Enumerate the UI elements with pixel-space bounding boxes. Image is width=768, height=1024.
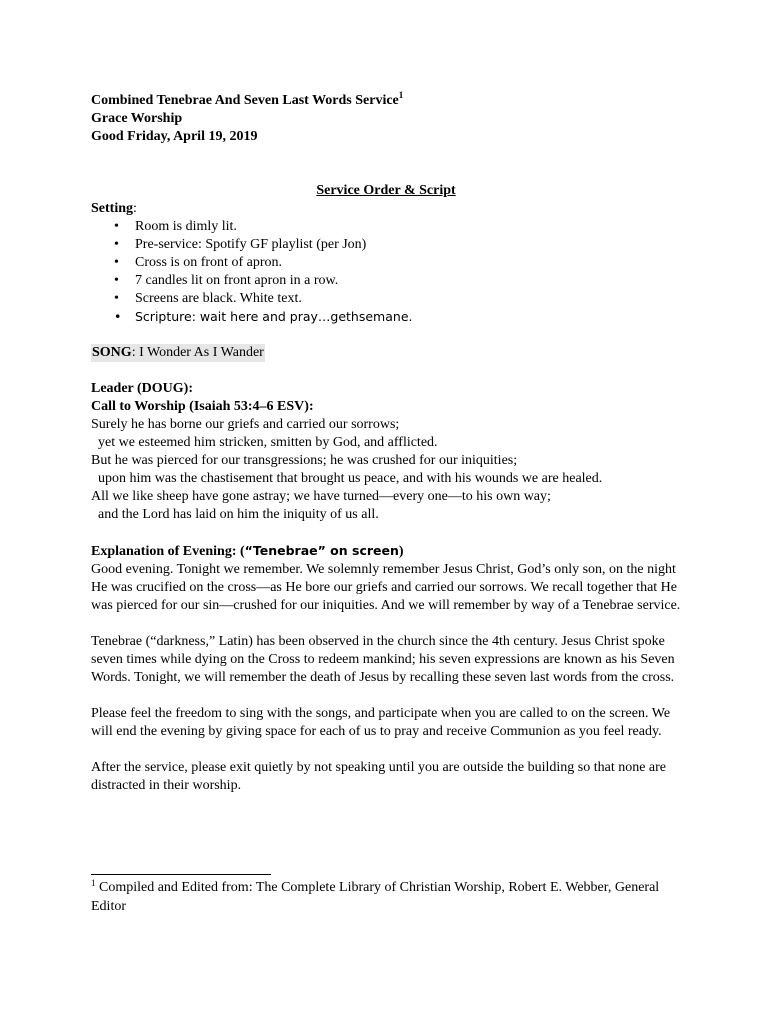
scripture-line: But he was pierced for our transgressions; he was crushed for our iniquities; [91,453,518,468]
paragraph: After the service, please exit quietly by not speaking until you are outside the building so that none are distracted in their worship. [91,760,667,793]
paragraph: Good evening. Tonight we remember. We solemnly remember Jesus Christ, God’s only son, on the night He was crucified on the cross—as He bore our griefs and carried our sorrows. We recall together that He was pierced for our sin—crushed for our iniquities. And we will remember by way of a Tenebrae service. [91,562,681,613]
explanation-heading-start: Explanation of Evening: ( [91,544,245,559]
leader-label: Leader (DOUG): [91,381,193,396]
paragraph: Tenebrae (“darkness,” Latin) has been observed in the church since the 4th century. Jesus Christ spoke seven times while dying on the Cross to redeem mankind; his seven expressions are known as his Seven Words. Tonight, we will remember the death of Jesus by recalling these seven last words from the cross. [91,634,675,685]
service-date: Good Friday, April 19, 2019 [91,129,258,144]
list-item: • Cross is on front of apron. [111,254,681,272]
document-body [91,92,681,795]
service-title-text: Combined Tenebrae And Seven Last Words Service [91,93,399,108]
list-item: • Pre-service: Spotify GF playlist (per Jon) [111,236,681,254]
setting-colon: : [133,201,137,216]
scripture-line: All we like sheep have gone astray; we have turned—every one—to his own way; [91,489,551,504]
paragraph: Please feel the freedom to sing with the songs, and participate when you are called to on the screen. We will end the evening by giving space for each of us to pray and receive Communion as you feel ready. [91,706,671,739]
song-line [91,344,265,362]
call-to-worship-heading: Call to Worship (Isaiah 53:4–6 ESV): [91,399,314,414]
list-item: • Room is dimly lit. [111,218,681,236]
section-title: Service Order & Script [316,183,456,198]
list-item: • Scripture: wait here and pray…gethsemane. [111,308,681,326]
explanation-heading-end: ) [398,544,404,559]
scripture-line: upon him was the chastisement that brought us peace, and with his wounds we are healed. [98,471,603,486]
explanation-heading-quote: “Tenebrae” on screen [244,543,399,558]
setting-label: Setting [91,201,133,216]
explanation-heading [91,542,681,561]
list-item: • 7 candles lit on front apron in a row. [111,272,681,290]
list-item: • Screens are black. White text. [111,290,681,308]
footnote-divider [91,874,271,875]
footnote [91,878,691,916]
service-title [91,92,681,110]
scripture-line: Surely he has borne our griefs and carried our sorrows; [91,417,400,432]
scripture-line: yet we esteemed him stricken, smitten by God, and afflicted. [98,435,438,450]
church-name: Grace Worship [91,111,183,126]
footnote-reference: 1 [398,90,404,100]
footnote-text: Compiled and Edited from: The Complete Library of Christian Worship, Robert E. Webber, General Editor [91,880,660,914]
footnote-number: 1 [91,878,96,888]
setting-heading [91,200,681,218]
setting-list [91,218,681,326]
song-title: : I Wonder As I Wander [131,345,264,360]
scripture-line: and the Lord has laid on him the iniquity of us all. [98,507,379,522]
song-label: SONG [92,345,132,360]
